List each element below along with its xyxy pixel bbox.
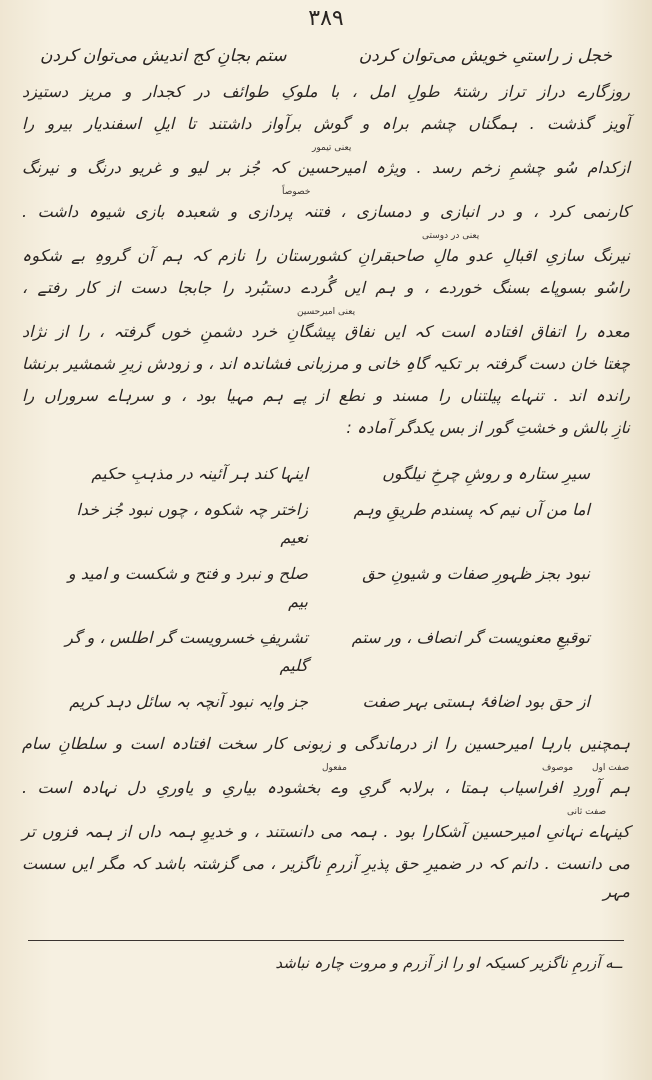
- gloss-row: [22, 762, 630, 774]
- prose-line: ہم آوردِ افراسیاب ہمتا ، برلابہ گریِ وے بخشودہ بیاریِ و یاوریِ دل نہادہ است .: [22, 778, 630, 797]
- gloss: یعنی در دوستی: [422, 231, 480, 241]
- couplet-left-hemistich: ستم بجانِ کج اندیش می‌توان کردن: [40, 46, 287, 66]
- poem-verse-right: توقیعِ معنویست گر انصاف ، ور ستم: [351, 628, 590, 647]
- poem-verse-right: سیرِ ستارہ و روشِ چرخِ نیلگوں: [382, 464, 590, 483]
- prose-line: می دانست . دانم کہ در ضمیرِ حق پذیرِ آزرمِ ناگزیر ، می گزشتہ باشد کہ مگر ایں سست مہر: [22, 854, 630, 901]
- gloss: خصوصاً: [282, 187, 311, 197]
- gloss-row: [22, 142, 630, 154]
- prose-line: کینہاے نہانیِ امیرحسین آشکارا بود . ہمہ می دانستند ، و خدیوِ ہمہ داں از ہمہ فزوں تر: [22, 822, 630, 841]
- couplet-right-hemistich: خجل ز راستیِ خویش می‌توان کردن: [358, 46, 612, 66]
- gloss: یعنی امیرحسین: [297, 307, 356, 317]
- prose-line: راندہ اند . تنہاے پیلتناں را مسند و نطع از پے ہم مہیا بود ، و سرہاے سروراں را: [22, 386, 630, 405]
- gloss-row: [22, 306, 630, 318]
- gloss-row: [22, 186, 630, 198]
- poem-verse-left: جز وایہ نبود آنچہ بہ سائل دہد کریم: [69, 692, 308, 711]
- gloss: مفعول: [322, 763, 347, 773]
- poem-verse-left: زاختر چہ شکوہ ، چوں نبود جُز خدا نعیم: [76, 500, 308, 547]
- prose-line: ہمچنیں بارہا امیرحسین را از درماندگی و زبونی کار سخت افتادہ است و سلطانِ سام: [22, 734, 630, 753]
- gloss: موصوف: [542, 763, 574, 773]
- gloss-row: [22, 230, 630, 242]
- footnote: ــه آزرمِ ناگزیر کسیکہ او را از آزرم و مروت چارہ نباشد: [275, 954, 622, 972]
- poem-verse-right: اما من آں نیم کہ پسندم طریقِ وہم: [353, 500, 590, 519]
- gloss: یعنی تیمور: [312, 143, 352, 153]
- prose-line: راسُو بسوپاے بسنگ خوردے ، و ہم ایں گُردے دستبُرد را جابجا دست از کار رفتے ،: [22, 278, 630, 297]
- prose-line: کارنمی کرد ، و در انبازی و دمسازی ، فتنہ پردازی و شعبدہ بازی شیوہ داشت .: [22, 202, 630, 221]
- poem-verse-left: تشریفِ خسرویست گر اطلس ، و گر گلیم: [65, 628, 308, 675]
- prose-line: ازکدام سُو چشمِ زخم رسد . ویژہ امیرحسین کہ جُز بر لیو و غریو درنگ و نیرنگ: [22, 158, 630, 177]
- page-number: ۳۸۹: [308, 6, 344, 31]
- poem-verse-left: اینہا کند ہر آئینہ در مذہبِ حکیم: [91, 464, 308, 483]
- poem-verse-right: از حق بود اضافۂ ہستی بہر صفت: [362, 692, 590, 711]
- poem-verse-left: صلح و نبرد و فتح و شکست و امید و بیم: [67, 564, 308, 611]
- gloss: صفت ثانی: [567, 807, 607, 817]
- poem-verse-right: نبود بجز ظہورِ صفات و شیونِ حق: [362, 564, 590, 583]
- prose-line: آویز گذشت . ہمگناں چشم براہ و گوش برآواز داشتند تا ایلِ اسفندیار بیرو را: [22, 114, 630, 133]
- prose-line: نازِ بالش و خشتِ گور از بس یکدگر آمادہ :: [346, 418, 630, 437]
- gloss: صفت اول: [592, 763, 630, 773]
- gloss-row: [22, 806, 630, 818]
- prose-line: روزگارے دراز تراز رشتۂ طولِ امل ، با ملوکِ طوائف در کجدار و مریز دستیزد: [22, 82, 630, 101]
- prose-line: نیرنگ سازیِ اقبالِ عدو مالِ صاحبقرانِ کشورستان را نازم کہ ہم آن گروہِ بے شکوہ: [22, 246, 630, 265]
- prose-line: معدہ را اتفاق افتادہ است کہ ایں نفاق پیشگانِ خرد دشمنِ خوں گرفتہ ، را از نژاد: [22, 322, 630, 341]
- prose-line: چغتا خان دست گرفتہ بر تکیہ گاہِ خانی و مرزبانی فشاندہ اند ، و زودش زیرِ شمشیر برنشا: [22, 354, 630, 373]
- poem: [22, 446, 630, 730]
- opening-couplet: [22, 34, 630, 78]
